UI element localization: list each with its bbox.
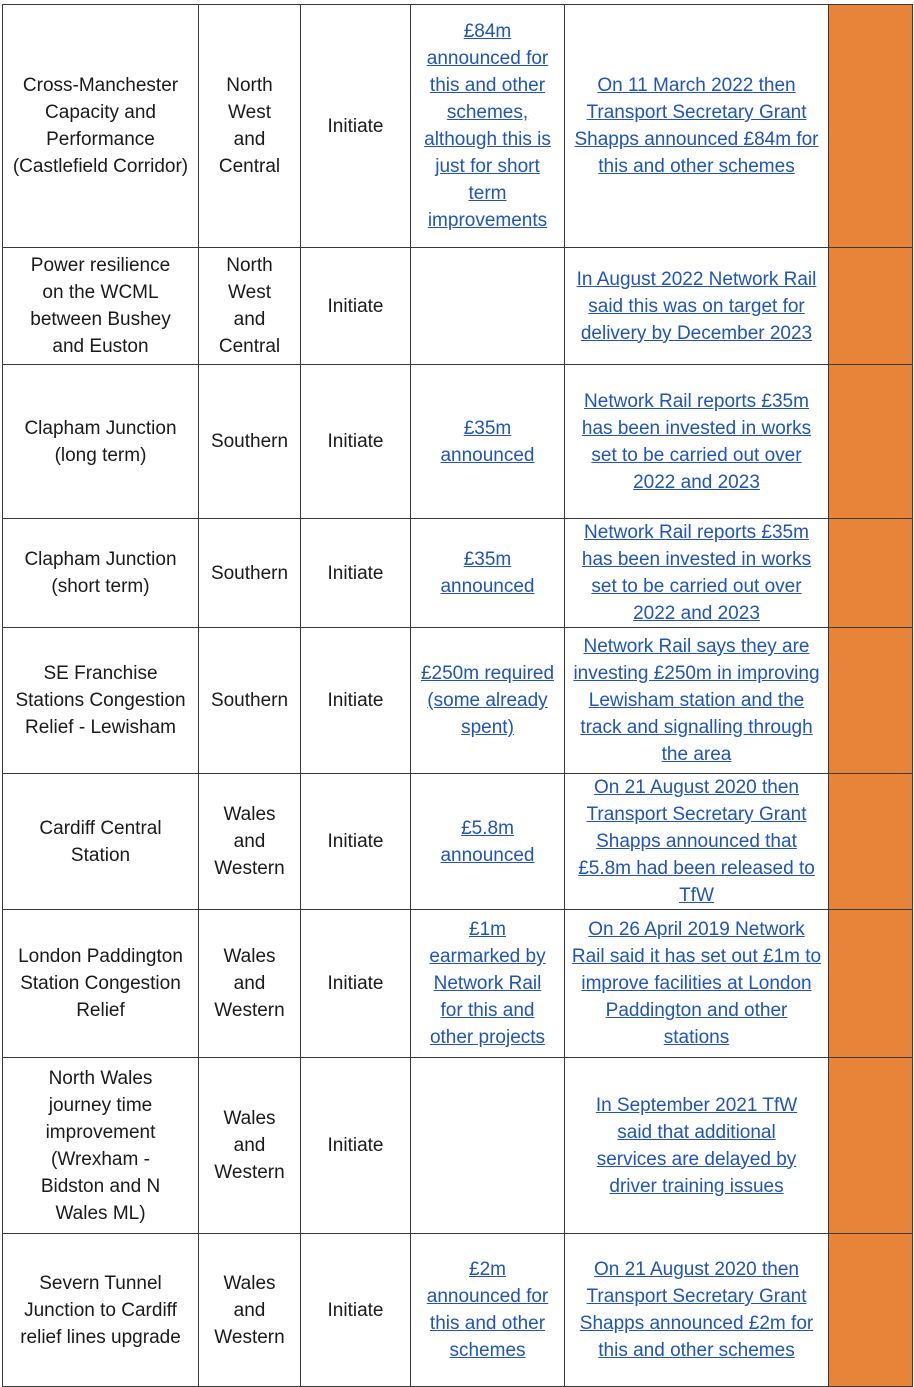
funding-link[interactable]: £2m announced for this and other schemes [426,1259,549,1361]
status-indicator [829,1234,913,1387]
funding-cell [411,519,565,628]
update-link[interactable]: On 11 March 2022 then Transport Secretary Grant Shapps announced £84m for this and other schemes [574,75,819,177]
update-cell [565,774,829,910]
funding-cell [411,1058,565,1234]
funding-cell [411,910,565,1058]
stage: Initiate [301,774,411,910]
update-cell [565,910,829,1058]
region: North West and Central [199,5,301,248]
update-cell [565,628,829,774]
funding-link[interactable]: £5.8m announced [440,817,535,866]
region: Wales and Western [199,910,301,1058]
update-link[interactable]: On 26 April 2019 Network Rail said it has set out £1m to improve facilities at London Paddington and other stations [571,919,822,1048]
funding-link[interactable]: £250m required (some already spent) [420,663,555,738]
region: Southern [199,519,301,628]
table-row [3,910,913,1058]
funding-link[interactable]: £35m announced [440,549,535,597]
update-link[interactable]: Network Rail says they are investing £250m in improving Lewisham station and the track and signalling through the area [573,636,820,765]
table-row [3,1058,913,1234]
update-cell [565,365,829,519]
region: Wales and Western [199,1058,301,1234]
table-row [3,365,913,519]
update-cell [565,248,829,365]
status-indicator [829,1058,913,1234]
table-row [3,774,913,910]
stage: Initiate [301,248,411,365]
stage: Initiate [301,365,411,519]
status-indicator [829,5,913,248]
table-row [3,519,913,628]
update-cell [565,1234,829,1387]
funding-link[interactable]: £84m announced for this and other schemes, although this is just for short term improvements [424,21,551,231]
status-indicator [829,774,913,910]
stage: Initiate [301,5,411,248]
stage: Initiate [301,1234,411,1387]
status-indicator [829,365,913,519]
project-name: London Paddington Station Congestion Relief [3,910,199,1058]
update-link[interactable]: Network Rail reports £35m has been invested in works set to be carried out over 2022 and 2023 [581,390,812,493]
funding-cell [411,248,565,365]
update-link[interactable]: On 21 August 2020 then Transport Secretary Grant Shapps announced that £5.8m had been released to TfW [578,777,815,906]
update-cell [565,5,829,248]
status-indicator [829,628,913,774]
project-name: North Wales journey time improvement (Wrexham - Bidston and N Wales ML) [3,1058,199,1234]
region: Southern [199,365,301,519]
update-cell [565,519,829,628]
stage: Initiate [301,1058,411,1234]
table-row [3,248,913,365]
project-name: Power resilience on the WCML between Bushey and Euston [3,248,199,365]
funding-cell [411,365,565,519]
stage: Initiate [301,628,411,774]
region: Wales and Western [199,774,301,910]
project-name: Cardiff Central Station [3,774,199,910]
update-link[interactable]: In August 2022 Network Rail said this was on target for delivery by December 2023 [576,268,817,344]
funding-link[interactable]: £35m announced [440,417,535,466]
update-cell [565,1058,829,1234]
region: Wales and Western [199,1234,301,1387]
stage: Initiate [301,519,411,628]
table-row [3,628,913,774]
project-name: Clapham Junction (long term) [3,365,199,519]
status-indicator [829,248,913,365]
funding-cell [411,774,565,910]
stage: Initiate [301,910,411,1058]
project-name: SE Franchise Stations Congestion Relief - Lewisham [3,628,199,774]
project-name: Severn Tunnel Junction to Cardiff relief lines upgrade [3,1234,199,1387]
region: Southern [199,628,301,774]
update-link[interactable]: Network Rail reports £35m has been invested in works set to be carried out over 2022 and 2023 [581,522,812,624]
update-link[interactable]: In September 2021 TfW said that additional services are delayed by driver training issues [595,1094,798,1197]
funding-cell [411,5,565,248]
region: North West and Central [199,248,301,365]
funding-link[interactable]: £1m earmarked by Network Rail for this and other projects [429,919,546,1048]
table-row [3,1234,913,1387]
projects-table [2,4,913,1387]
funding-cell [411,628,565,774]
table-row [3,5,913,248]
project-name: Cross-Manchester Capacity and Performance (Castlefield Corridor) [3,5,199,248]
project-name: Clapham Junction (short term) [3,519,199,628]
funding-cell [411,1234,565,1387]
status-indicator [829,519,913,628]
status-indicator [829,910,913,1058]
update-link[interactable]: On 21 August 2020 then Transport Secretary Grant Shapps announced £2m for this and other schemes [579,1259,814,1361]
